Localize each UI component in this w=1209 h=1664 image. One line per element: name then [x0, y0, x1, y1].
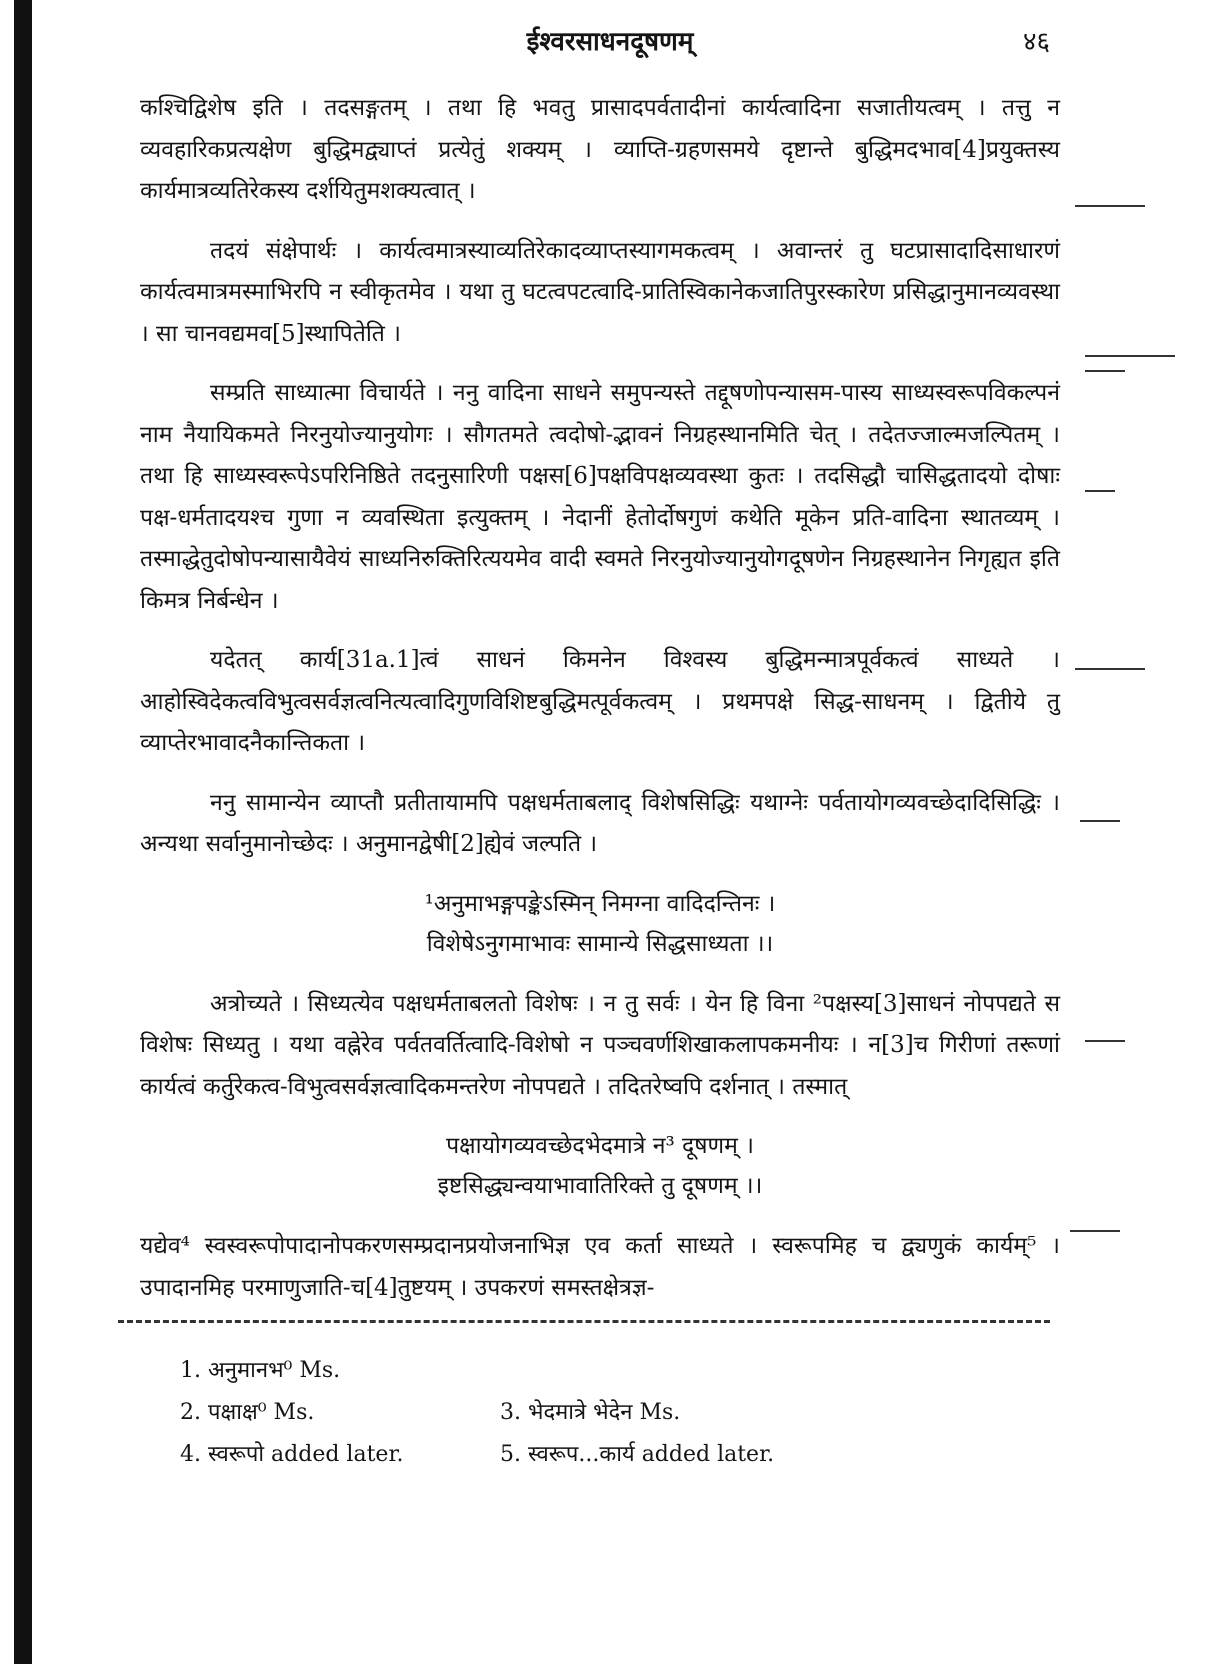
page-binding-edge — [14, 0, 32, 1664]
footnote-row-2 — [180, 1392, 880, 1434]
margin-mark — [1085, 1040, 1125, 1042]
margin-mark — [1075, 668, 1145, 670]
footnote-separator — [118, 1320, 1050, 1323]
verse-2 — [140, 1126, 1060, 1206]
footnotes — [180, 1350, 880, 1476]
footnote-5: 5. स्वरूप...कार्य added later. — [500, 1442, 775, 1467]
paragraph-1: कश्चिद्विशेष इति । तदसङ्गतम् । तथा हि भवतु प्रासादपर्वतादीनां कार्यत्वादिना सजातीयत्वम् । तत्तु न व्यवहारिकप्रत्यक्षेण बुद्धिमद्व्याप्तं प्रत्येतुं शक्यम् । व्याप्ति-ग्रहणसमये दृष्टान्ते बुद्धिमदभाव[4]प्रयुक्तस्य कार्यमात्रव्यतिरेकस्य दर्शयितुमशक्यत्वात् । — [140, 95, 1060, 204]
margin-mark — [1080, 820, 1120, 822]
verse-1-line-2: विशेषेऽनुगमाभावः सामान्ये सिद्धसाध्यता ।। — [426, 930, 774, 957]
verse-1 — [140, 884, 1060, 964]
margin-mark — [1085, 370, 1125, 372]
footnote-row-1 — [180, 1350, 880, 1392]
footnote-2: 2. पक्षाक्ष⁰ Ms. — [180, 1400, 315, 1425]
paragraph-2: तदयं संक्षेपार्थः । कार्यत्वमात्रस्याव्यतिरेकादव्याप्तस्यागमकत्वम् । अवान्तरं तु घटप्रासादादिसाधारणं कार्यत्वमात्रमस्माभिरपि न स्वीकृतमेव । यथा तु घटत्वपटत्वादि-प्रातिस्विकानेकजातिपुरस्कारेण प्रसिद्धानुमानव्यवस्था । सा चानवद्यमव[5]स्थापितेति । — [140, 237, 1060, 347]
paragraph-3: सम्प्रति साध्यात्मा विचार्यते । ननु वादिना साधने समुपन्यस्ते तद्दूषणोपन्यासम-पास्य साध्यस्वरूपविकल्पनं नाम नैयायिकमते निरनुयोज्यानुयोगः । सौगतमते त्वदोषो-द्भावनं निग्रहस्थानमिति चेत् । तदेतज्जाल्मजल्पितम् । तथा हि साध्यस्वरूपेऽपरिनिष्ठिते तदनुसारिणी पक्षस[6]पक्षविपक्षव्यवस्था कुतः । तदसिद्धौ चासिद्धतादयो दोषाः पक्ष-धर्मतादयश्च गुणा न व्यवस्थिता इत्युक्तम् । नेदानीं हेतोर्दोषगुणं कथेति मूकेन प्रति-वादिना स्थातव्यम् । तस्माद्धेतुदोषोपन्यासायैवेयं साध्यनिरुक्तिरित्ययमेव वादी स्वमते निरनुयोज्यानुयोगदूषणेन निग्रहस्थानेन निगृह्यत इति किमत्र निर्बन्धेन । — [140, 380, 1060, 614]
margin-mark — [1070, 1230, 1120, 1232]
margin-mark — [1075, 205, 1145, 207]
footnote-3: 3. भेदमात्रे भेदेन Ms. — [500, 1400, 681, 1425]
paragraph-4: यदेतत् कार्य[31a.1]त्वं साधनं किमनेन विश्वस्य बुद्धिमन्मात्रपूर्वकत्वं साध्यते । आहोस्विदेकत्वविभुत्वसर्वज्ञत्वनित्यत्वादिगुणविशिष्टबुद्धिमत्पूर्वकत्वम् । प्रथमपक्षे सिद्ध-साधनम् । द्वितीये तु व्याप्तेरभावादनैकान्तिकता । — [140, 647, 1060, 756]
footnote-row-3 — [180, 1434, 880, 1476]
page-number: ४६ — [1022, 27, 1050, 57]
footnote-1: 1. अनुमानभ⁰ Ms. — [180, 1358, 341, 1383]
paragraph-6: अत्रोच्यते । सिध्यत्येव पक्षधर्मताबलतो विशेषः । न तु सर्वः । येन हि विना ²पक्षस्य[3]साधनं नोपपद्यते स विशेषः सिध्यतु । यथा वह्नेरेव पर्वतवर्तित्वादि-विशेषो न पञ्चवर्णशिखाकलापकमनीयः । न[3]च गिरीणां तरूणां कार्यत्वं कर्तुरेकत्व-विभुत्वसर्वज्ञत्वादिकमन्तरेण नोपपद्यते । तदितरेष्वपि दर्शनात् । तस्मात् — [140, 990, 1060, 1100]
margin-mark — [1085, 490, 1115, 492]
verse-1-line-1: ¹अनुमाभङ्गपङ्केऽस्मिन् निमग्ना वादिदन्तिनः । — [424, 890, 776, 917]
verse-2-line-2: इष्टसिद्ध्यन्वयाभावातिरिक्ते तु दूषणम् ।। — [437, 1173, 763, 1199]
footnote-4: 4. स्वरूपो added later. — [180, 1442, 404, 1467]
main-text — [140, 88, 1060, 1327]
page-header — [130, 22, 1090, 62]
margin-mark — [1085, 355, 1175, 357]
verse-2-line-1: पक्षायोगव्यवच्छेदभेदमात्रे न³ दूषणम् । — [446, 1133, 754, 1159]
paragraph-5: ननु सामान्येन व्याप्तौ प्रतीतायामपि पक्षधर्मताबलाद् विशेषसिद्धिः यथाग्नेः पर्वतायोगव्यवच्छेदादिसिद्धिः । अन्यथा सर्वानुमानोच्छेदः । अनुमानद्वेषी[2]ह्येवं जल्पति । — [140, 789, 1060, 857]
running-title: ईश्वरसाधनदूषणम् — [526, 27, 694, 57]
paragraph-7: यद्येव⁴ स्वस्वरूपोपादानोपकरणसम्प्रदानप्रयोजनाभिज्ञ एव कर्ता साध्यते । स्वरूपमिह च द्व्यणुकं कार्यम्⁵ । उपादानमिह परमाणुजाति-च[4]तुष्टयम् । उपकरणं समस्तक्षेत्रज्ञ- — [140, 1233, 1060, 1301]
